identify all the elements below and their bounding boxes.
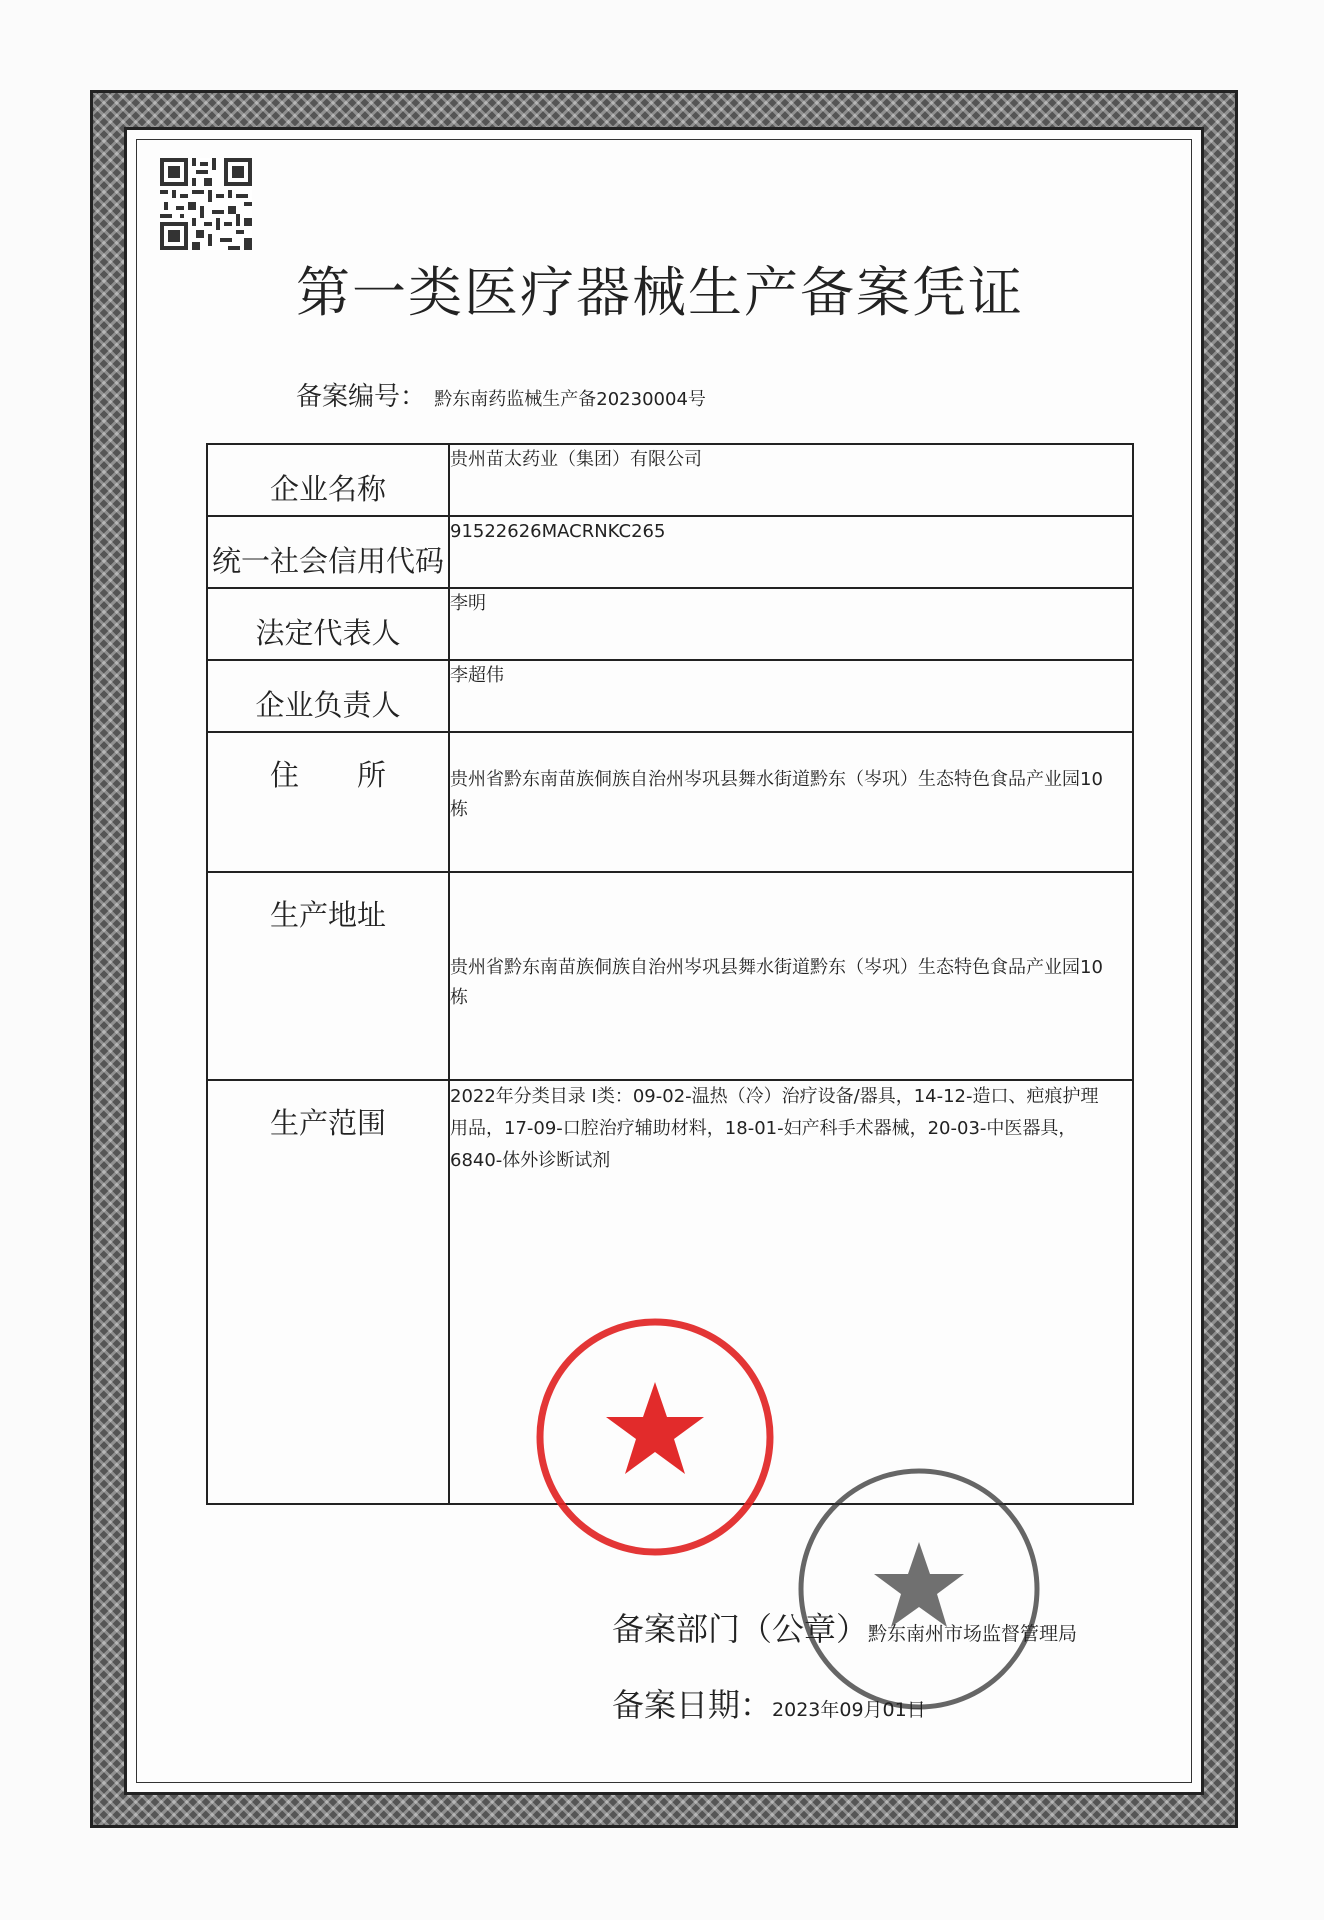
department-value: 黔东南州市场监督管理局 — [868, 1623, 1078, 1645]
certificate-title: 第一类医疗器械生产备案凭证 — [296, 261, 1024, 324]
company-seal — [530, 1312, 780, 1562]
row-label: 生产地址 — [207, 872, 449, 1080]
filing-date — [612, 1680, 926, 1726]
table-row — [207, 588, 1133, 660]
row-label: 住 所 — [207, 732, 449, 872]
date-value: 2023年09月01日 — [772, 1699, 926, 1721]
row-value-credit-code: 91522626MACRNKC265 — [449, 516, 1133, 588]
row-value-residence: 贵州省黔东南苗族侗族自治州岑巩县舞水街道黔东（岑巩）生态特色食品产业园10栋 — [449, 732, 1133, 872]
department — [612, 1604, 1077, 1650]
table-row — [207, 872, 1133, 1080]
row-value-legal-rep: 李明 — [449, 588, 1133, 660]
table-row — [207, 660, 1133, 732]
record-number-value: 黔东南药监械生产备20230004号 — [434, 389, 706, 410]
table-row — [207, 516, 1133, 588]
row-label: 企业名称 — [207, 444, 449, 516]
row-value-enterprise-head: 李超伟 — [449, 660, 1133, 732]
department-label: 备案部门（公章） — [612, 1610, 869, 1648]
row-label: 企业负责人 — [207, 660, 449, 732]
row-label: 生产范围 — [207, 1080, 449, 1504]
authority-seal — [792, 1462, 1046, 1716]
table-row — [207, 444, 1133, 516]
row-label: 法定代表人 — [207, 588, 449, 660]
date-label: 备案日期： — [612, 1686, 773, 1724]
row-value-production-scope: 2022年分类目录 I类：09-02-温热（冷）治疗设备/器具，14-12-造口、疤痕护理用品，17-09-口腔治疗辅助材料，18-01-妇产科手术器械，20-03-中医器具，6840-体外诊断试剂 — [449, 1080, 1133, 1504]
table-row — [207, 732, 1133, 872]
row-label: 统一社会信用代码 — [207, 516, 449, 588]
qr-code — [160, 158, 252, 250]
row-value-production-address: 贵州省黔东南苗族侗族自治州岑巩县舞水街道黔东（岑巩）生态特色食品产业园10栋 — [449, 872, 1133, 1080]
row-value-company-name: 贵州苗太药业（集团）有限公司 — [449, 444, 1133, 516]
record-number — [296, 376, 706, 413]
record-number-label: 备案编号： — [296, 382, 427, 412]
